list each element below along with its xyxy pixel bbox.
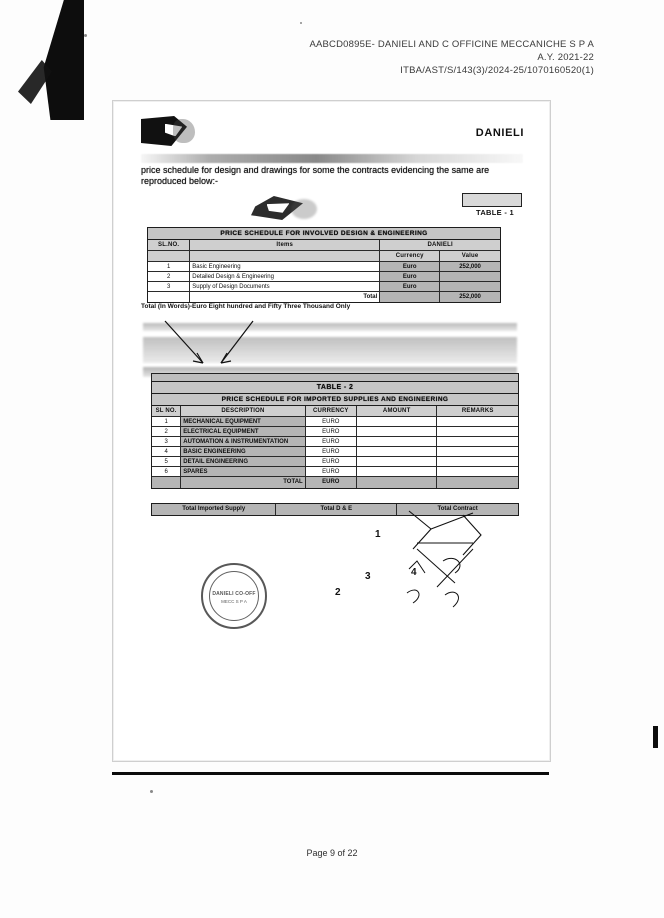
table-row xyxy=(152,447,518,457)
table2-cell-slno: 1 xyxy=(152,417,181,426)
table2-col-remarks: REMARKS xyxy=(437,406,518,416)
spacer-cell xyxy=(380,292,440,302)
table2-col-slno: SL NO. xyxy=(152,406,181,416)
table2-cell-description: MECHANICAL EQUIPMENT xyxy=(181,417,305,426)
table2-cell-description: SPARES xyxy=(181,467,305,476)
table1-title: PRICE SCHEDULE FOR INVOLVED DESIGN & ENGINEERING xyxy=(148,228,500,240)
paragraph-text: price schedule for design and drawings for some the contracts evidencing the same are reproduced below:- xyxy=(141,165,490,186)
table-row xyxy=(148,251,500,262)
table2-total-amount xyxy=(357,477,438,488)
table1-group-header: DANIELI xyxy=(380,240,500,250)
table1-col-value: Value xyxy=(440,251,500,261)
stamp-line-1: DANIELI CO-OFF xyxy=(212,591,256,597)
summary-total-de: Total D & E xyxy=(276,504,397,515)
table2-cell-remarks xyxy=(437,447,518,456)
table2-cell-amount xyxy=(357,437,438,446)
table1-cell-value xyxy=(440,272,500,281)
handwritten-numeral: 1 xyxy=(375,529,381,540)
summary-total-imported-supply: Total Imported Supply xyxy=(152,504,276,515)
table2-total-currency: EURO xyxy=(306,477,357,488)
table2-cell-remarks xyxy=(437,417,518,426)
handwritten-arrow-marks xyxy=(157,319,297,371)
table1-total-label: Total xyxy=(190,292,380,302)
summary-total-contract: Total Contract xyxy=(397,504,518,515)
table2-cell-slno: 3 xyxy=(152,437,181,446)
table-row xyxy=(152,427,518,437)
table1-cell-currency: Euro xyxy=(380,262,440,271)
table1-cell-item: Supply of Design Documents xyxy=(190,282,380,291)
table2-cell-description: BASIC ENGINEERING xyxy=(181,447,305,456)
table1-tag-box xyxy=(462,193,522,207)
rubber-stamp xyxy=(201,563,267,629)
table2-cell-slno xyxy=(152,477,181,488)
table-row xyxy=(152,417,518,427)
table2-cell-remarks xyxy=(437,427,518,436)
table2-col-currency: CURRENCY xyxy=(306,406,357,416)
table2-title: PRICE SCHEDULE FOR IMPORTED SUPPLIES AND ENGINEERING xyxy=(152,394,518,406)
table2-cell-amount xyxy=(357,467,438,476)
table-price-schedule-imported-supplies xyxy=(151,381,519,489)
logo-smudge xyxy=(173,119,195,143)
table2-total-remarks xyxy=(437,477,518,488)
body-paragraph xyxy=(141,154,523,187)
table1-cell-slno: 3 xyxy=(148,282,190,291)
table2-cell-amount xyxy=(357,447,438,456)
handwritten-numeral: 2 xyxy=(335,587,341,598)
table2-tag: TABLE - 2 xyxy=(152,382,518,394)
ink-smudge xyxy=(291,199,317,219)
table1-total-in-words: Total (In Words)-Euro Eight hundred and Fifty Three Thousand Only xyxy=(141,303,351,310)
table2-col-description: DESCRIPTION xyxy=(181,406,305,416)
table2-col-amount: AMOUNT xyxy=(357,406,438,416)
scan-speck xyxy=(300,22,302,24)
spacer-cell xyxy=(148,251,190,261)
table1-cell-currency: Euro xyxy=(380,282,440,291)
table2-total-label: TOTAL xyxy=(181,477,305,488)
scan-speck xyxy=(84,34,87,37)
scanned-document-sheet xyxy=(112,100,551,762)
table2-cell-amount xyxy=(357,427,438,436)
scan-bottom-rule xyxy=(112,772,549,775)
table1-cell-slno: 2 xyxy=(148,272,190,281)
table2-cell-slno: 6 xyxy=(152,467,181,476)
table1-cell-item: Detailed Design & Engineering xyxy=(190,272,380,281)
table-row xyxy=(148,282,500,292)
table1-cell-slno: 1 xyxy=(148,262,190,271)
table1-total-value: 252,000 xyxy=(440,292,500,302)
table1-cell-value: 252,000 xyxy=(440,262,500,271)
table-row xyxy=(152,477,518,488)
handwritten-numeral: 4 xyxy=(411,567,417,578)
brand-name: DANIELI xyxy=(475,127,524,139)
table1-col-currency: Currency xyxy=(380,251,440,261)
table2-cell-remarks xyxy=(437,437,518,446)
table1-cell-currency: Euro xyxy=(380,272,440,281)
table2-cell-currency: EURO xyxy=(306,417,357,426)
stamp-line-2: MECC S P A xyxy=(221,599,247,604)
scan-speck xyxy=(150,790,153,793)
table2-cell-remarks xyxy=(437,467,518,476)
spacer-cell xyxy=(148,292,190,302)
table2-cell-amount xyxy=(357,457,438,466)
table1-cell-value xyxy=(440,282,500,291)
table2-cell-slno: 2 xyxy=(152,427,181,436)
table2-cell-description: ELECTRICAL EQUIPMENT xyxy=(181,427,305,436)
table2-cell-currency: EURO xyxy=(306,457,357,466)
table-row xyxy=(148,240,500,251)
scan-artifact-black-wedge xyxy=(36,0,84,120)
table2-cell-amount xyxy=(357,417,438,426)
table-row xyxy=(148,292,500,302)
table1-tag: TABLE - 1 xyxy=(476,208,514,217)
spacer-cell xyxy=(190,251,380,261)
header-line-reference-number: ITBA/AST/S/143(3)/2024-25/1070160520(1) xyxy=(400,65,594,76)
table-row xyxy=(148,262,500,272)
table1-col-items: Items xyxy=(190,240,380,250)
table1-cell-item: Basic Engineering xyxy=(190,262,380,271)
header-line-assessment-year: A.Y. 2021-22 xyxy=(537,52,594,63)
table2-cell-description: DETAIL ENGINEERING xyxy=(181,457,305,466)
table2-cell-remarks xyxy=(437,457,518,466)
table2-cell-slno: 5 xyxy=(152,457,181,466)
table-price-schedule-design xyxy=(147,227,501,303)
page-footer: Page 9 of 22 xyxy=(306,848,358,858)
handwritten-numeral: 3 xyxy=(365,571,371,582)
table2-cell-currency: EURO xyxy=(306,447,357,456)
table-row xyxy=(148,272,500,282)
header-line-assessee: AABCD0895E- DANIELI AND C OFFICINE MECCANICHE S P A xyxy=(309,39,594,50)
table-row xyxy=(152,467,518,477)
table2-cell-description: AUTOMATION & INSTRUMENTATION xyxy=(181,437,305,446)
table1-col-slno: SL.NO. xyxy=(148,240,190,250)
table2-cell-currency: EURO xyxy=(306,437,357,446)
table2-cell-currency: EURO xyxy=(306,467,357,476)
table-row xyxy=(152,457,518,467)
scan-right-edge-artifact xyxy=(653,726,658,748)
handwritten-annotations xyxy=(313,509,493,619)
table2-cell-currency: EURO xyxy=(306,427,357,436)
table-row xyxy=(152,437,518,447)
table-row xyxy=(152,406,518,417)
document-header xyxy=(309,38,594,77)
illegible-text-line xyxy=(141,154,523,163)
table2-cell-slno: 4 xyxy=(152,447,181,456)
